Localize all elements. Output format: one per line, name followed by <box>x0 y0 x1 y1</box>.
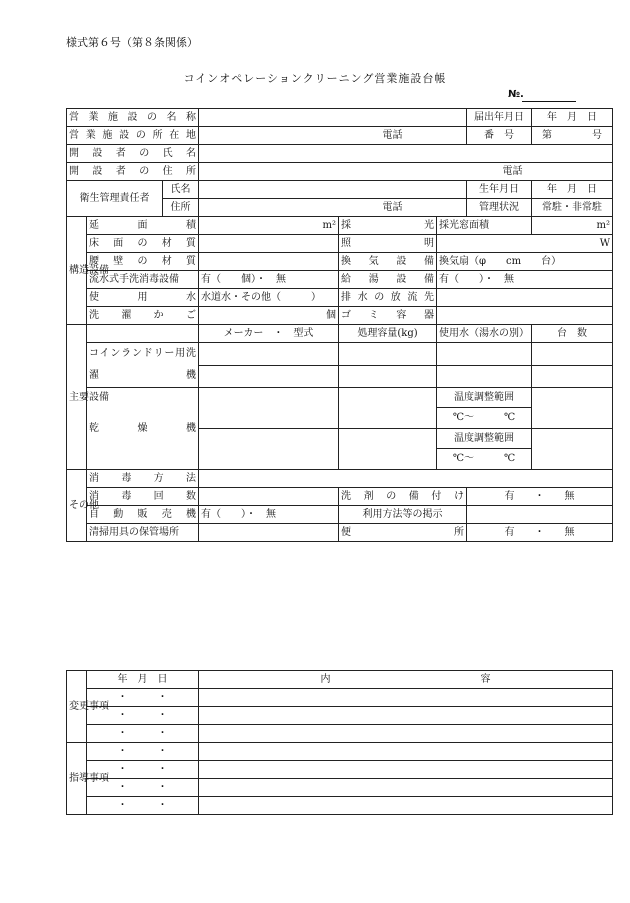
dryer-capacity-field-1[interactable] <box>339 388 437 429</box>
number-label-cell: 番 号 <box>467 127 532 145</box>
drainage-field[interactable] <box>437 289 613 307</box>
disinfection-method-field[interactable] <box>199 470 613 488</box>
dryer-count-field-1[interactable] <box>532 388 613 429</box>
change-content-field[interactable] <box>199 725 613 743</box>
illumination-label: 照 明 <box>339 235 437 253</box>
birth-date-label: 生年月日 <box>467 181 532 199</box>
manager-address-label: 住所 <box>163 199 199 217</box>
birth-date-field[interactable]: 年 月 日 <box>532 181 613 199</box>
manager-name-field[interactable] <box>199 181 467 199</box>
machines-header-blank <box>87 325 199 343</box>
document-title: コインオペレーションクリーニング営業施設台帳 <box>183 72 447 85</box>
cleaning-storage-field[interactable] <box>199 524 339 542</box>
trash-field[interactable] <box>437 307 613 325</box>
guidance-section-label: 指導事項 <box>67 743 87 815</box>
window-area-label: 採光窓面積 <box>437 217 532 235</box>
mgmt-status-label: 管理状況 <box>467 199 532 217</box>
illumination-field[interactable]: W <box>437 235 613 253</box>
guidance-content-field[interactable] <box>199 797 613 815</box>
manager-name-label: 氏名 <box>163 181 199 199</box>
opener-phone-label: 電話 <box>501 163 613 181</box>
washer-maker-field-1[interactable] <box>199 343 339 366</box>
dryer-temp-cell-1 <box>437 388 532 429</box>
dryer-maker-field-2[interactable] <box>199 429 339 470</box>
submission-date-field[interactable]: 年 月 日 <box>532 109 613 127</box>
water-type-header: 使用水（湯水の別） <box>437 325 532 343</box>
form-reference: 様式第６号（第８条関係） <box>66 36 198 49</box>
temp-range-label-1: 温度調整範囲 <box>437 388 531 408</box>
washer-count-field-1[interactable] <box>532 343 613 366</box>
guidance-date-field[interactable]: ・ ・ <box>87 761 199 779</box>
facility-register-table <box>66 108 613 542</box>
disinfection-count-label: 消毒回数 <box>87 488 199 506</box>
dryer-maker-field-1[interactable] <box>199 388 339 429</box>
maker-model-header: メーカー ・ 型式 <box>199 325 339 343</box>
washer-count-field-2[interactable] <box>532 365 613 388</box>
toilet-field[interactable]: 有 ・ 無 <box>467 524 613 542</box>
hand-washer-field[interactable]: 有（ 個）・ 無 <box>199 271 339 289</box>
guidance-content-field[interactable] <box>199 779 613 797</box>
hot-water-field[interactable]: 有（ ）・ 無 <box>437 271 613 289</box>
drainage-label: 排水の放流先 <box>339 289 437 307</box>
number-label: №. <box>508 89 524 100</box>
ventilation-label: 換気設備 <box>339 253 437 271</box>
number-field[interactable] <box>522 101 576 102</box>
manager-phone-label: 電話 <box>381 199 467 217</box>
date-header: 年 月 日 <box>87 671 199 689</box>
opener-address-field[interactable] <box>199 163 501 181</box>
opener-name-label: 開設者の氏名 <box>67 145 199 163</box>
cleaning-storage-label: 清掃用具の保管場所 <box>87 524 199 542</box>
detergent-field[interactable]: 有 ・ 無 <box>467 488 613 506</box>
lighting-label: 採 光 <box>339 217 437 235</box>
other-section-label: その他 <box>67 470 87 542</box>
usage-notice-field[interactable] <box>467 506 613 524</box>
laundry-basket-label: 洗濯かご <box>87 307 199 325</box>
change-section-label: 変更事項 <box>67 671 87 743</box>
washer-water-field-2[interactable] <box>437 365 532 388</box>
dryer-capacity-field-2[interactable] <box>339 429 437 470</box>
change-date-field[interactable]: ・ ・ <box>87 707 199 725</box>
wainscot-material-label: 腰壁の材質 <box>87 253 199 271</box>
temp-range-label-2: 温度調整範囲 <box>437 429 531 449</box>
washer-maker-field-2[interactable] <box>199 365 339 388</box>
floor-material-field[interactable] <box>199 235 339 253</box>
washer-label: コインランドリー用洗濯機 <box>87 343 199 388</box>
trash-label: ゴミ容器 <box>339 307 437 325</box>
ventilation-fan-field[interactable]: 換気扇（φ cm 台） <box>437 253 613 271</box>
washer-capacity-field-1[interactable] <box>339 343 437 366</box>
capacity-header: 処理容量(kg) <box>339 325 437 343</box>
change-guidance-table <box>66 670 613 815</box>
structure-section-label: 構造設備 <box>67 217 87 325</box>
detergent-label: 洗剤の備付け <box>339 488 467 506</box>
mgmt-status-field[interactable]: 常駐・非常駐 <box>532 199 613 217</box>
vending-field[interactable]: 有（ ）・ 無 <box>199 506 339 524</box>
temp-range-field-1[interactable]: ℃～ ℃ <box>452 412 516 423</box>
facility-phone-label: 電話 <box>381 127 467 145</box>
washer-water-field-1[interactable] <box>437 343 532 366</box>
submission-date-label: 届出年月日 <box>467 109 532 127</box>
guidance-date-field[interactable]: ・ ・ <box>87 797 199 815</box>
window-area-field[interactable]: m² <box>532 217 613 235</box>
count-header: 台 数 <box>532 325 613 343</box>
usage-notice-label: 利用方法等の掲示 <box>339 506 467 524</box>
opener-address-label: 開設者の住所 <box>67 163 199 181</box>
guidance-content-field[interactable] <box>199 743 613 761</box>
wainscot-material-field[interactable] <box>199 253 339 271</box>
disinfection-method-label: 消毒方法 <box>87 470 199 488</box>
content-header <box>199 671 613 689</box>
content-header-right: 容 <box>480 674 491 685</box>
opener-name-field[interactable] <box>199 145 613 163</box>
change-date-field[interactable]: ・ ・ <box>87 689 199 707</box>
manager-address-field[interactable] <box>199 199 381 217</box>
floor-material-label: 床面の材質 <box>87 235 199 253</box>
change-content-field[interactable] <box>199 707 613 725</box>
toilet-label: 便 所 <box>339 524 467 542</box>
dryer-label: 乾 燥 機 <box>87 388 199 470</box>
hot-water-label: 給湯設備 <box>339 271 437 289</box>
change-date-field[interactable]: ・ ・ <box>87 725 199 743</box>
dryer-count-field-2[interactable] <box>532 429 613 470</box>
dryer-temp-cell-2 <box>437 429 532 470</box>
guidance-date-field[interactable]: ・ ・ <box>87 743 199 761</box>
facility-address-label: 営業施設の所在地 <box>67 127 199 145</box>
temp-range-field-2[interactable]: ℃～ ℃ <box>452 453 516 464</box>
guidance-date-field[interactable]: ・ ・ <box>87 779 199 797</box>
change-content-field[interactable] <box>199 689 613 707</box>
water-use-field[interactable]: 水道水・その他（ ） <box>199 289 339 307</box>
water-use-label: 使 用 水 <box>87 289 199 307</box>
guidance-content-field[interactable] <box>199 761 613 779</box>
floor-area-field[interactable]: m² <box>199 217 339 235</box>
vending-label: 自動販売機 <box>87 506 199 524</box>
laundry-basket-field[interactable]: 個 <box>199 307 339 325</box>
number-field-cell[interactable]: 第 号 <box>532 127 613 145</box>
content-header-left: 内 <box>320 674 331 685</box>
floor-area-label: 延 面 積 <box>87 217 199 235</box>
machines-section-label: 主要設備 <box>67 325 87 470</box>
facility-name-label: 営業施設の名称 <box>67 109 199 127</box>
facility-address-field[interactable] <box>199 127 381 145</box>
hygiene-manager-label: 衛生管理責任者 <box>67 181 163 217</box>
disinfection-count-field[interactable] <box>199 488 339 506</box>
hand-washer-label: 流水式手洗消毒設備 <box>87 271 199 289</box>
facility-name-field[interactable] <box>199 109 467 127</box>
washer-capacity-field-2[interactable] <box>339 365 437 388</box>
